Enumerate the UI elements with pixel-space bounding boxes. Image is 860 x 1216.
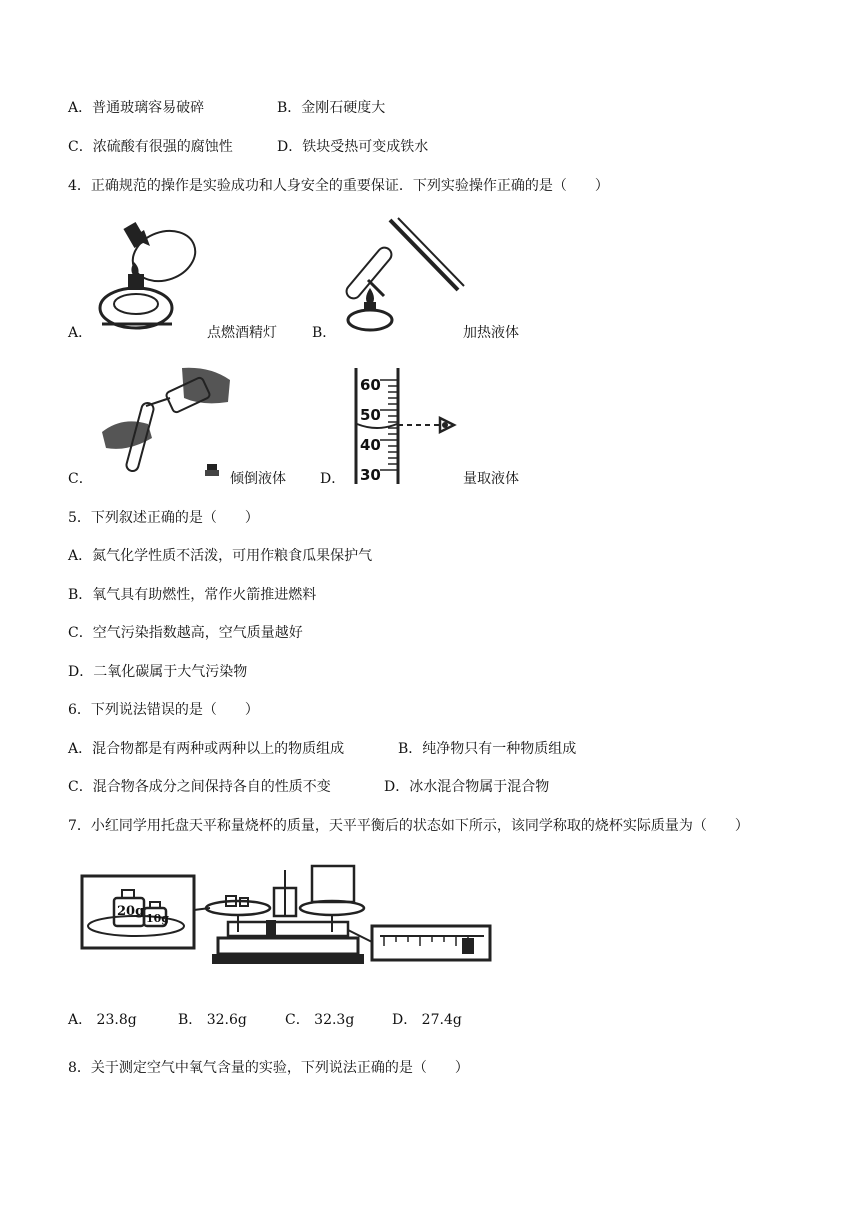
q3-option-b: B．金刚石硬度大 [277, 100, 386, 116]
q7-option-b: B． 32.6g [178, 1012, 247, 1028]
q3-option-d: D．铁块受热可变成铁水 [277, 139, 429, 155]
tick-label-50: 50 [360, 406, 381, 424]
q5-stem: 5．下列叙述正确的是（ ） [68, 510, 259, 526]
weight-label-10g: 10g [146, 912, 169, 925]
q7-option-c: C． 32.3g [285, 1012, 355, 1028]
cylinder-scale-labels [360, 370, 381, 490]
q8-stem: 8．关于测定空气中氧气含量的实验，下列说法正确的是（ ） [68, 1060, 469, 1076]
q4-option-a-caption: 点燃酒精灯 [207, 325, 277, 341]
q4-option-a-letter: A． [68, 325, 93, 341]
q4-option-c-caption: 倾倒液体 [230, 471, 286, 487]
q4-stem: 4．正确规范的操作是实验成功和人身安全的重要保证．下列实验操作正确的是（ ） [68, 178, 609, 194]
tick-label-40: 40 [360, 436, 381, 454]
q4-option-c-letter: C． [68, 471, 93, 487]
graduated-cylinder-figure [340, 366, 464, 484]
heating-liquid-figure [340, 212, 468, 332]
q6-stem: 6．下列说法错误的是（ ） [68, 702, 259, 718]
q4-option-b-caption: 加热液体 [463, 325, 519, 341]
q3-option-c: C．浓硫酸有很强的腐蚀性 [68, 139, 233, 155]
q5-option-a: A．氮气化学性质不活泼，可用作粮食瓜果保护气 [68, 548, 373, 564]
tick-label-30: 30 [360, 466, 381, 484]
q4-option-d-caption: 量取液体 [463, 471, 519, 487]
q4-option-d-letter: D． [320, 471, 346, 487]
q6-option-a: A．混合物都是有两种或两种以上的物质组成 [68, 741, 345, 757]
tick-label-60: 60 [360, 376, 381, 394]
lamp-lighting-figure [92, 216, 212, 334]
q3-option-a: A．普通玻璃容易破碎 [68, 100, 205, 116]
q6-option-b: B．纯净物只有一种物质组成 [398, 741, 577, 757]
q7-option-a: A． 23.8g [68, 1012, 137, 1028]
q5-option-d: D．二氧化碳属于大气污染物 [68, 664, 248, 680]
q5-option-b: B．氧气具有助燃性，常作火箭推进燃料 [68, 587, 317, 603]
q6-option-d: D．冰水混合物属于混合物 [384, 779, 550, 795]
bottle-stopper-icon [205, 463, 219, 477]
q4-option-b-letter: B． [312, 325, 337, 341]
q7-option-d: D． 27.4g [392, 1012, 462, 1028]
q6-option-c: C．混合物各成分之间保持各自的性质不变 [68, 779, 331, 795]
q7-stem: 7．小红同学用托盘天平称量烧杯的质量，天平平衡后的状态如下所示，该同学称取的烧杯实际质量为（ ） [68, 818, 749, 834]
weight-label-20g: 20g [117, 904, 145, 919]
q5-option-c: C．空气污染指数越高，空气质量越好 [68, 625, 303, 641]
